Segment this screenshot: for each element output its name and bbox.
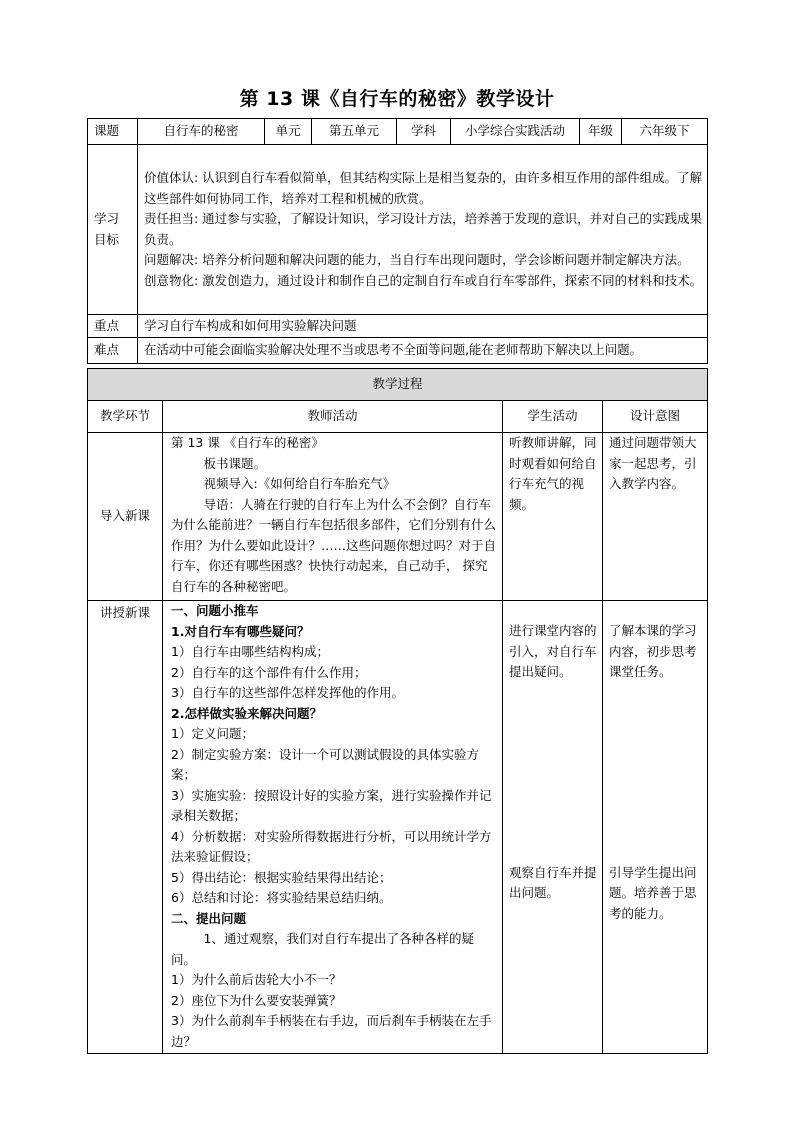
table-row [88,601,708,1054]
column-header: 学生活动 [503,401,603,433]
teacher-line: 1）自行车由哪些结构构成； [171,644,329,659]
column-header: 设计意图 [603,401,708,433]
teacher-line: 1）为什么前后齿轮大小不一？ [171,972,342,987]
teacher-line: 2）自行车的这个部件有什么作用； [171,664,367,680]
page-title: 第 13 课《自行车的秘密》教学设计 [239,88,555,110]
student-activity [503,433,603,601]
objective-2: 责任担当: 通过参与实验，了解设计知识，学习设计方法，培养善于发现的意识，并对自己的实践成果负责。 [144,211,703,247]
teacher-line: 一、问题小推车 [171,603,259,618]
subject-value: 小学综合实践活动 [451,119,580,145]
teacher-line: 3）为什么前刹车手柄装在右手边，而后刹车手柄装在左手边？ [171,1013,492,1049]
column-header: 教学环节 [88,401,163,433]
teacher-line: 2）制定实验方案：设计一个可以测试假设的具体实验方案； [171,746,479,782]
teacher-line: 6）总结和讨论：将实验结果总结归纳。 [171,890,392,905]
topic-label: 课题 [88,119,138,145]
teacher-line: 2）座位下为什么要安装弹簧？ [171,992,342,1008]
objectives-label: 学习目标 [88,145,138,315]
teacher-line: 1.对自行车有哪些疑问？ [171,623,310,639]
design-intent [603,601,708,1054]
intent-text: 通过问题带领大家一起思考，引入教学内容。 [609,435,697,491]
student-text: 观察自行车并提出问题。 [509,864,597,900]
grade-label: 年级 [580,119,622,145]
student-activity [503,601,603,1054]
student-text: 进行课堂内容的引入，对自行车提出疑问。 [509,623,597,679]
teacher-activity [163,601,503,1054]
objective-4: 创意物化: 激发创造力，通过设计和制作自己的定制自行车或自行车零部件，探索不同的材料和技术。 [144,272,703,288]
teacher-line: 3）自行车的这些部件怎样发挥他的作用。 [171,685,404,700]
teacher-line: 1、通过观察，我们对自行车提出了各种各样的疑问。 [171,931,474,967]
student-text: 听教师讲解，同时观看如何给自行车充气的视频。 [509,435,597,512]
teacher-line: 2.怎样做实验来解决问题？ [171,705,322,721]
teaching-process-table [87,368,708,1054]
teacher-line: 板书课题。 [203,455,267,471]
design-intent [603,433,708,601]
teacher-line: 第 13 课 《自行车的秘密》 [171,435,324,450]
objective-3: 问题解决: 培养分析问题和解决问题的能力，当自行车出现问题时，学会诊断问题并制定解决方法。 [144,252,690,267]
difficulty-value: 在活动中可能会面临实验解决处理不当或思考不全面等问题,能在老师帮助下解决以上问题。 [138,338,708,364]
teacher-line: 1）定义问题； [171,726,254,741]
topic-value: 自行车的秘密 [138,119,265,145]
grade-value: 六年级下 [622,119,708,145]
stage-cell: 导入新课 [88,433,163,601]
lesson-info-table [87,118,708,364]
intent-text: 了解本课的学习内容，初步思考课堂任务。 [609,623,697,679]
key-label: 重点 [88,315,138,338]
key-value: 学习自行车构成和如何用实验解决问题 [138,315,708,338]
teacher-line: 3）实施实验：按照设计好的实验方案，进行实验操作并记录相关数据； [171,787,492,823]
teacher-line: 导语：人骑在行驶的自行车上为什么不会倒？自行车为什么能前进？一辆自行车包括很多部件，它们分别有什么作用？为什么要如此设计？……这些问题你想过吗？对于自行车，你还有哪些困惑？快快行动起来，自己动手， 探究自行车的各种秘密吧。 [171,496,497,594]
table-row [88,433,708,601]
objective-1: 价值体认: 认识到自行车看似简单，但其结构实际上是相当复杂的，由许多相互作用的部件组成。了解这些部件如何协同工作，培养对工程和机械的欣赏。 [144,170,703,206]
process-header: 教学过程 [88,369,708,401]
difficulty-label: 难点 [88,338,138,364]
unit-value: 第五单元 [312,119,397,145]
subject-label: 学科 [397,119,451,145]
teacher-line: 4）分析数据：对实验所得数据进行分析，可以用统计学方法来验证假设； [171,828,492,864]
intent-text: 引导学生提出问题。培养善于思考的能力。 [609,864,697,921]
stage-cell: 讲授新课 [88,601,163,1054]
teacher-line: 二、提出问题 [171,910,247,926]
teacher-activity [163,433,503,601]
column-header: 教师活动 [163,401,503,433]
teacher-line: 5）得出结论：根据实验结果得出结论； [171,869,392,885]
unit-label: 单元 [265,119,312,145]
teacher-line: 视频导入:《如何给自行车胎充气》 [203,476,396,491]
